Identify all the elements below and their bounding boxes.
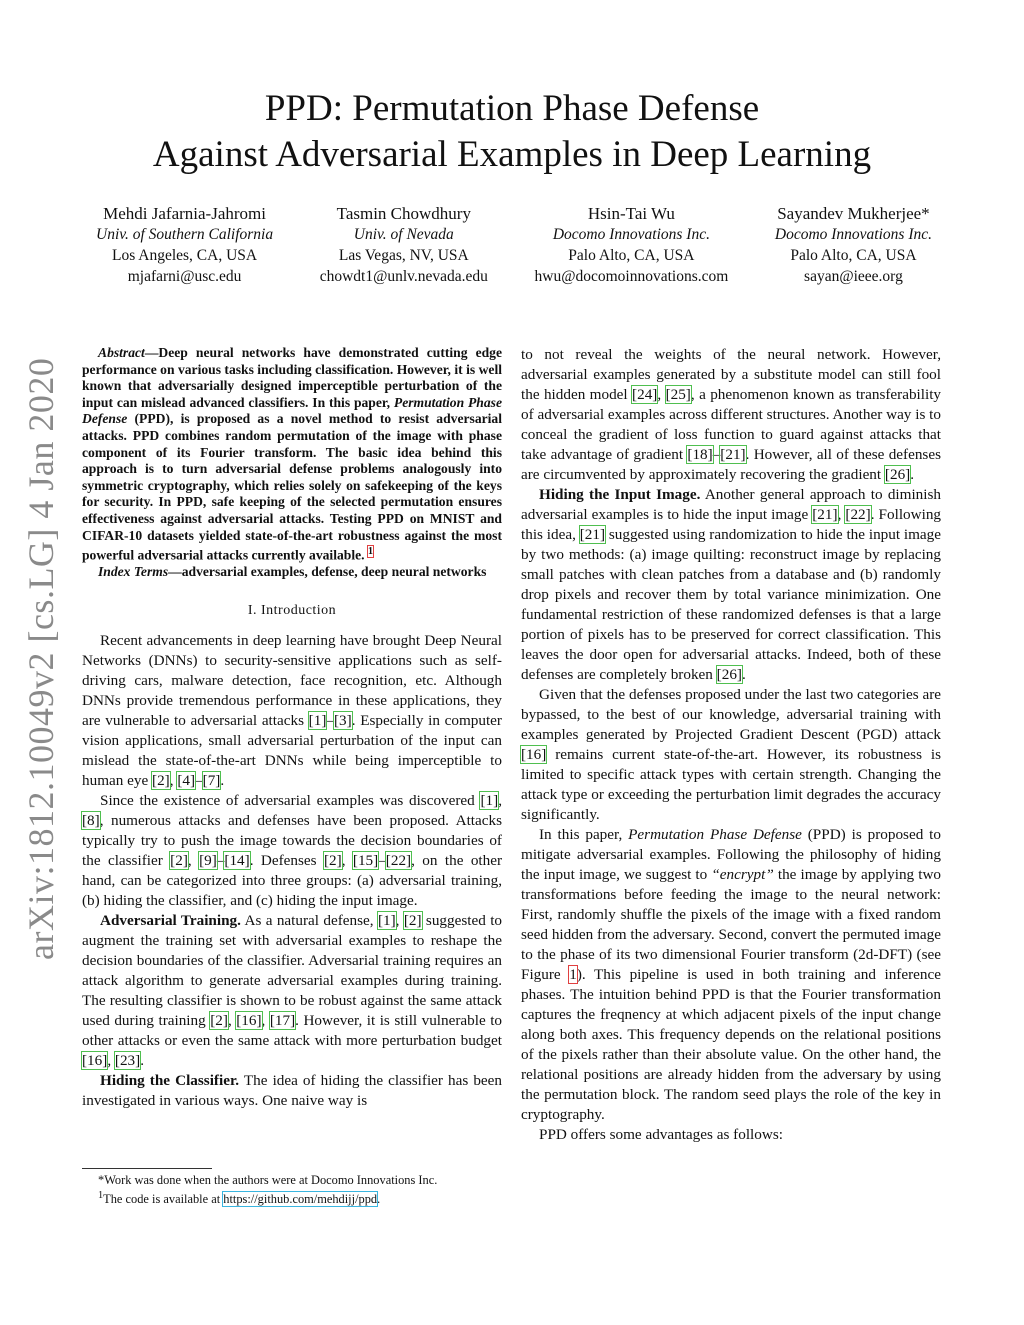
right-column — [521, 345, 941, 1145]
run-in-heading: Hiding the Input Image. — [539, 486, 701, 503]
author-email: chowdt1@unlv.nevada.edu — [319, 268, 488, 285]
section-heading-introduction: I. Introduction — [247, 602, 337, 618]
citation-link[interactable]: [21] — [812, 506, 838, 523]
citation-link[interactable]: [16] — [236, 1011, 262, 1029]
author-name: Tasmin Chowdhury — [336, 204, 471, 223]
citation-link[interactable]: [21] — [720, 446, 746, 463]
author-location: Palo Alto, CA, USA — [568, 247, 695, 264]
citation-link[interactable]: [2] — [323, 851, 342, 869]
paper-title — [0, 86, 1024, 178]
abstract-text-2: (PPD), is proposed as a novel method to resist adversarial attacks. PPD combines random permutation of the image with phase component of its Fourier transform. The basic idea behind this approach is to turn adversarial defense problems analogously into symmetric cryptography, which relies solely on safekeeping of the keys for security. In PPD, safe keeping of the selected permutation ensures effectiveness against adversarial attacks. Testing PPD on MNIST and CIFAR-10 datasets yielded state-of-the-art robustness against the most powerful adversarial attacks currently available. — [82, 411, 502, 563]
author-name: Mehdi Jafarnia-Jahromi — [103, 204, 266, 223]
index-terms-text: —adversarial examples, defense, deep neural networks — [168, 564, 487, 580]
footnote-link[interactable]: 1 — [367, 546, 373, 558]
citation-link[interactable]: [2] — [403, 911, 422, 929]
advantages-intro: PPD offers some advantages as follows: — [539, 1126, 783, 1143]
citation-link[interactable]: [2] — [170, 851, 188, 869]
run-in-heading: Adversarial Training. — [100, 911, 241, 929]
given-paragraph: Given that the defenses proposed under the last two categories are bypassed, to the best of our knowledge, adversarial training with examples generated by Projected Gradient Descent (PGD) attack [16] remains current state-of-the-art. However, its robustness is limited to specific attack types with certain strength. Changing the attack type or exceeding the perturbation limit degrades the accuracy significantly. — [521, 686, 941, 823]
footnote-1: *Work was done when the authors were at Docomo Innovations Inc. — [98, 1173, 438, 1187]
author-location: Palo Alto, CA, USA — [790, 247, 917, 264]
abstract — [82, 345, 502, 564]
citation-link[interactable]: [1] — [377, 911, 396, 929]
author-location: Los Angeles, CA, USA — [112, 247, 258, 264]
footnotes — [82, 1168, 502, 1207]
citation-link[interactable]: [3] — [333, 711, 352, 729]
index-terms-lead: Index Terms — [98, 564, 169, 580]
citation-link[interactable]: [26] — [884, 466, 911, 483]
author-affiliation: Docomo Innovations Inc. — [552, 226, 710, 243]
citation-link[interactable]: [2] — [152, 771, 170, 789]
this-paper-paragraph: In this paper, Permutation Phase Defense (PPD) is proposed to mitigate adversarial examples. Following the philosophy of hiding the input image, we suggest to “encrypt” the image by applying two transformations before feeding the image to the neural network: First, randomly shuffle the pixels of the image with a fixed random seed hidden from the adversary. Second, convert the permuted image to the phase of its two dimensional Fourier transform (2d-DFT) (see Figure 1). This pipeline is used in both training and inference phases. The intuition behind PPD is that the Fourier transformation captures the freqnency at which adjacent pixels of the input change along both axes. This frequency depends on the relational positions of the pixels rather than their absolute value. On the other hand, the relational positions are already hidden from the adversary by using the permutation block. The random seed plays the role of the key in cryptography. — [521, 826, 942, 1123]
figure-link[interactable]: 1 — [569, 966, 577, 983]
title-line-2: Against Adversarial Examples in Deep Learning — [152, 134, 872, 175]
author-email: hwu@docomoinnovations.com — [534, 268, 729, 285]
author-affiliation: Docomo Innovations Inc. — [774, 226, 932, 243]
citation-link[interactable]: [17] — [269, 1011, 296, 1029]
citation-link[interactable]: [22] — [385, 851, 412, 869]
citation-link[interactable]: [16] — [82, 1051, 108, 1069]
hiding-input-paragraph: Hiding the Input Image. Another general approach to diminish adversarial examples is to hide the input image [21], [22]. Following this idea, [21] suggested using randomization to hide the input image by two methods: (a) image quilting: reconstruct image by replacing small patches with clean patches from a database and (b) randomly drop pixels and recover them by total variance minimization. One fundamental restriction of these randomized defenses is that a large portion of pixels has to be preserved for correct classification. This leaves the door open for adversarial attacks. Indeed, both of these defenses are completely broken [26]. — [521, 486, 942, 683]
citation-link[interactable]: [4] — [177, 771, 196, 789]
left-column — [82, 345, 502, 1111]
citation-link[interactable]: [8] — [82, 811, 100, 829]
author-1 — [96, 203, 273, 287]
encrypt-term: “encrypt” — [711, 866, 774, 883]
title-line-1: PPD: Permutation Phase Defense — [264, 88, 760, 129]
hiding-classifier-paragraph: Hiding the Classifier. The idea of hiding the classifier has been investigated in various ways. One naive way is — [82, 1071, 503, 1109]
author-block — [96, 203, 932, 287]
citation-link[interactable]: [16] — [521, 746, 547, 763]
footnote-rule — [82, 1168, 212, 1169]
ppd-name: Permutation Phase Defense — [82, 394, 502, 427]
author-4 — [775, 203, 932, 287]
citation-link[interactable]: [9] — [199, 851, 217, 869]
citation-link[interactable]: [15] — [352, 851, 379, 869]
abstract-lead: Abstract — [98, 345, 145, 360]
citation-link[interactable]: [14] — [224, 851, 250, 869]
citation-link[interactable]: [21] — [579, 526, 606, 543]
ppd-name: Permutation Phase Defense — [628, 826, 802, 843]
citation-link[interactable]: [18] — [687, 446, 713, 463]
author-location: Las Vegas, NV, USA — [338, 247, 469, 264]
citation-link[interactable]: [26] — [716, 666, 742, 683]
intro-paragraph-1: Recent advancements in deep learning have brought Deep Neural Networks (DNNs) to security-sensitive applications such as self-driving cars, malware detection, face recognition, etc. Although DNNs provide tremendous performance in these applications, they are vulnerable to adversarial attacks [1]–[3]. Especially in computer vision applications, small adversarial perturbation of the input can mislead the state-of-the-art DNNs while being imperceptible to human eye [2], [4]–[7]. — [82, 631, 502, 789]
citation-link[interactable]: [2] — [210, 1011, 228, 1029]
author-3 — [535, 203, 729, 287]
index-terms — [82, 564, 502, 581]
citation-link[interactable]: [7] — [202, 771, 221, 789]
citation-link[interactable]: [1] — [308, 711, 327, 729]
author-name: Hsin-Tai Wu — [587, 204, 675, 223]
author-affiliation: Univ. of Nevada — [353, 226, 454, 243]
intro-paragraph-2: Since the existence of adversarial examples was discovered [1], [8], numerous attacks and defenses have been proposed. Attacks typically try to push the image towards the decision boundaries of the classifier [2], [9]–[14]. Defenses [2], [15]–[22], on the other hand, can be categorized into three groups: (a) adversarial training, (b) hiding the classifier, and (c) hiding the input image. — [82, 791, 503, 909]
citation-link[interactable]: [24] — [632, 386, 658, 403]
arxiv-identifier: arXiv:1812.10049v2 [cs.LG] 4 Jan 2020 — [21, 357, 61, 960]
abstract-text-1: —Deep neural networks have demonstrated cutting edge performance on various tasks including classification. However, it is well known that adversarially designed imperceptible perturbation of the input can mislead advanced classifiers. In this paper, — [82, 345, 502, 410]
author-email: sayan@ieee.org — [804, 268, 903, 285]
run-in-heading: Hiding the Classifier. — [100, 1071, 240, 1089]
citation-link[interactable]: [23] — [114, 1051, 141, 1069]
citation-link[interactable]: [25] — [665, 386, 691, 403]
author-name: Sayandev Mukherjee* — [777, 204, 930, 223]
author-2 — [320, 203, 488, 287]
author-affiliation: Univ. of Southern California — [96, 226, 274, 243]
hiding-classifier-continued: to not reveal the weights of the neural network. However, adversarial examples generated by a substitute model can still fool the hidden model [24], [25], a phenomenon known as transferability of adversarial examples across different structures. Another way is to conceal the gradient of loss function to guard against attacks that take advantage of gradient [18]–[21]. However, all of these defenses are circumvented by approximately recovering the gradient [26]. — [521, 346, 942, 483]
author-email: mjafarni@usc.edu — [127, 268, 242, 285]
footnote-mark: 1 — [98, 1190, 104, 1201]
adversarial-training-paragraph: Adversarial Training. As a natural defense, [1], [2] suggested to augment the training set with adversarial examples to reshape the decision boundaries of the classifier. Adversarial training requires an attack algorithm to generate adversarial examples during training. The resulting classifier is shown to be robust against the same attack used during training [2], [16], [17]. However, it is still vulnerable to other attacks or even the same attack with more perturbation budget [16], [23]. — [82, 911, 503, 1069]
citation-link[interactable]: [22] — [845, 506, 871, 523]
citation-link[interactable]: [1] — [480, 791, 499, 809]
code-url-link[interactable]: https://github.com/mehdijj/ppd — [223, 1192, 378, 1207]
footnote-2: $^1$The code is available at https://github.com/mehdijj/ppd. — [98, 1190, 381, 1207]
